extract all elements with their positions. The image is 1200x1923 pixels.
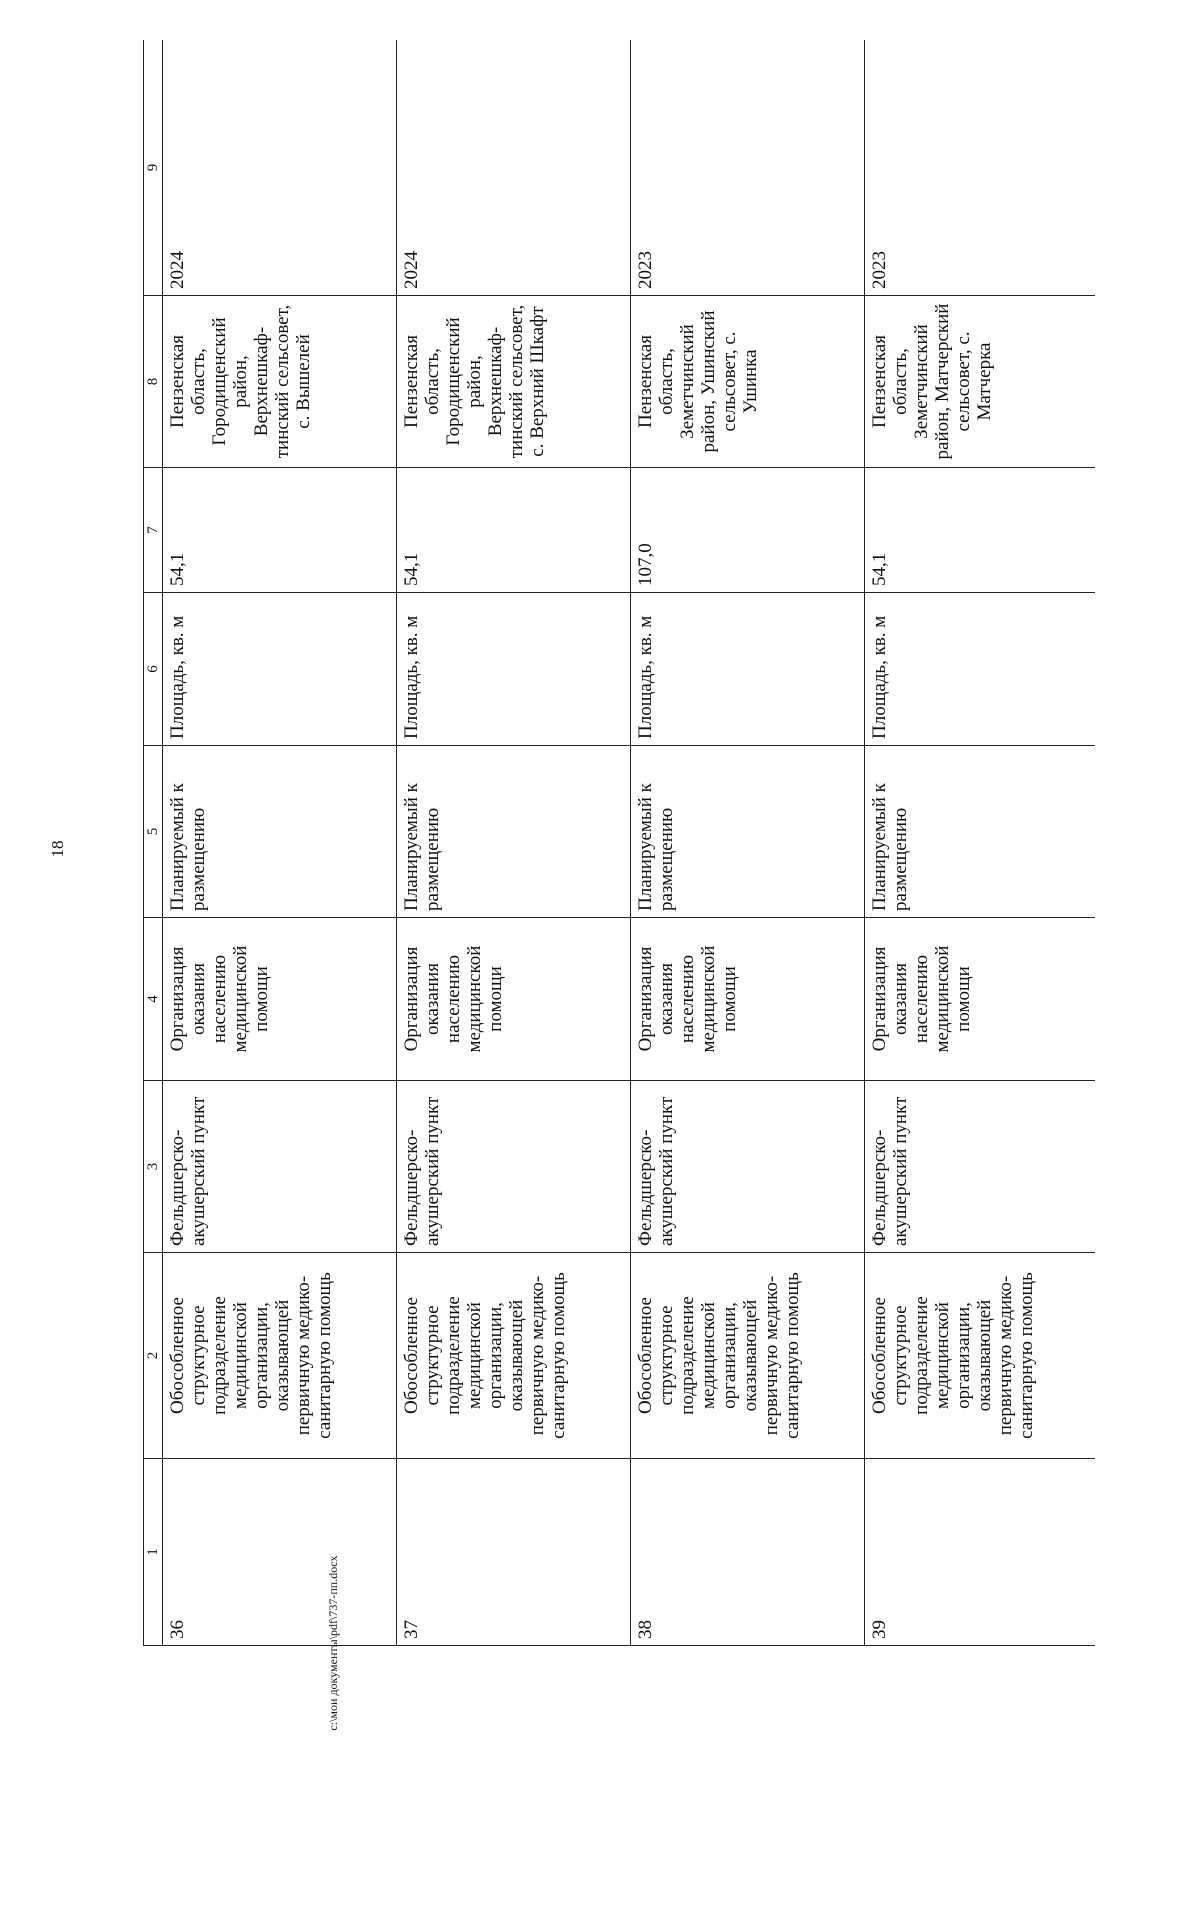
characteristic-cell: Площадь, кв. м (163, 593, 397, 746)
row-number-cell: 36 (163, 1459, 397, 1646)
location-cell: Пензенская область, Городищенский район, Верхнешкаф-тинский сельсовет, с. Верхний Шкафт (397, 296, 631, 468)
object-type-cell: Обособленное структурное подразделение медицинской организации, оказывающей первичную медико-санитарную помощь (865, 1253, 1096, 1459)
year-cell: 2023 (631, 40, 865, 296)
table-row (631, 40, 865, 1646)
value-cell: 54,1 (397, 468, 631, 593)
header-cell: 4 (144, 918, 163, 1081)
purpose-cell: Организация оказания населению медицинской помощи (163, 918, 397, 1081)
header-cell: 2 (144, 1253, 163, 1459)
header-row (144, 40, 163, 1646)
document-table-frame (143, 40, 1095, 1646)
table-row (163, 40, 397, 1646)
value-cell: 54,1 (865, 468, 1096, 593)
location-cell: Пензенская область, Земетчинский район, Ушинский сельсовет, с. Ушинка (631, 296, 865, 468)
footer-file-path: c:\мои документы\pdf\737-пп.docx (326, 1555, 340, 1731)
header-cell: 1 (144, 1459, 163, 1646)
object-name-cell: Фельдшерско-акушерский пункт (163, 1081, 397, 1253)
object-name-cell: Фельдшерско-акушерский пункт (397, 1081, 631, 1253)
object-type-cell: Обособленное структурное подразделение медицинской организации, оказывающей первичную медико-санитарную помощь (163, 1253, 397, 1459)
table-row (397, 40, 631, 1646)
header-cell: 7 (144, 468, 163, 593)
objects-table (143, 40, 1095, 1646)
year-cell: 2024 (397, 40, 631, 296)
header-cell: 8 (144, 296, 163, 468)
location-cell: Пензенская область, Земетчинский район, Матчерский сельсовет, с. Матчерка (865, 296, 1096, 468)
characteristic-cell: Площадь, кв. м (631, 593, 865, 746)
year-cell: 2024 (163, 40, 397, 296)
page-number: 18 (48, 840, 67, 858)
value-cell: 54,1 (163, 468, 397, 593)
object-type-cell: Обособленное структурное подразделение медицинской организации, оказывающей первичную медико-санитарную помощь (397, 1253, 631, 1459)
status-cell: Планируемый к размещению (865, 746, 1096, 918)
value-cell: 107,0 (631, 468, 865, 593)
purpose-cell: Организация оказания населению медицинской помощи (631, 918, 865, 1081)
status-cell: Планируемый к размещению (163, 746, 397, 918)
header-cell: 9 (144, 40, 163, 296)
object-type-cell: Обособленное структурное подразделение медицинской организации, оказывающей первичную медико-санитарную помощь (631, 1253, 865, 1459)
header-cell: 3 (144, 1081, 163, 1253)
status-cell: Планируемый к размещению (397, 746, 631, 918)
purpose-cell: Организация оказания населению медицинской помощи (865, 918, 1096, 1081)
status-cell: Планируемый к размещению (631, 746, 865, 918)
header-cell: 5 (144, 746, 163, 918)
row-number-cell: 38 (631, 1459, 865, 1646)
object-name-cell: Фельдшерско-акушерский пункт (631, 1081, 865, 1253)
characteristic-cell: Площадь, кв. м (397, 593, 631, 746)
row-number-cell: 39 (865, 1459, 1096, 1646)
characteristic-cell: Площадь, кв. м (865, 593, 1096, 746)
row-number-cell: 37 (397, 1459, 631, 1646)
header-cell: 6 (144, 593, 163, 746)
location-cell: Пензенская область, Городищенский район, Верхнешкаф-тинский сельсовет, с. Вышелей (163, 296, 397, 468)
table-row (865, 40, 1096, 1646)
purpose-cell: Организация оказания населению медицинской помощи (397, 918, 631, 1081)
year-cell: 2023 (865, 40, 1096, 296)
rotated-table-container (143, 40, 1095, 1646)
object-name-cell: Фельдшерско-акушерский пункт (865, 1081, 1096, 1253)
